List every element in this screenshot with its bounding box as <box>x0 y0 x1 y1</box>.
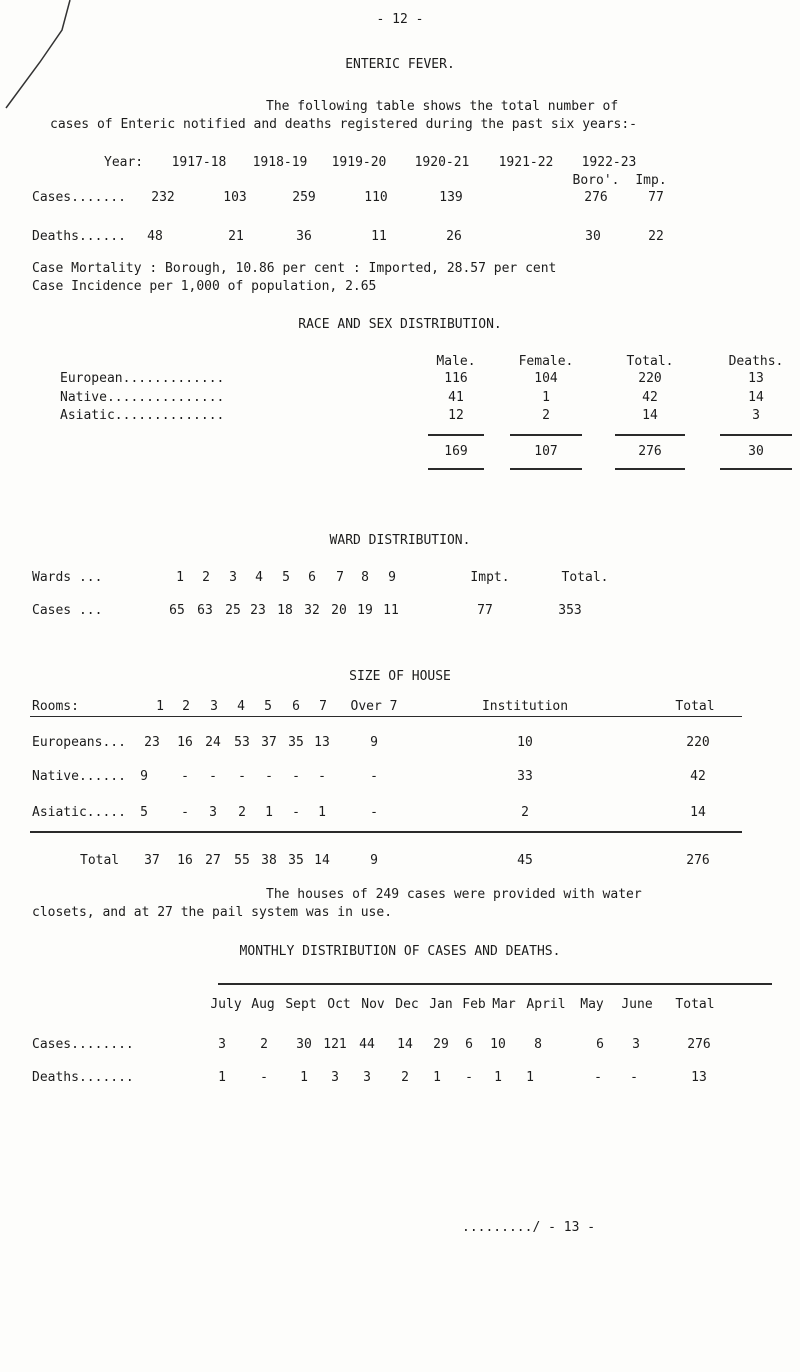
ward-number: 9 <box>388 570 396 585</box>
house-total-cell: 9 <box>370 853 378 868</box>
monthly-cases-cell: 276 <box>687 1037 711 1052</box>
cases-cell: 232 <box>151 190 175 205</box>
month-header: Sept <box>285 997 317 1012</box>
divider <box>428 434 484 436</box>
case-incidence: Case Incidence per 1,000 of population, 2.65 <box>32 279 377 294</box>
monthly-cases-cell: 3 <box>218 1037 226 1052</box>
house-cell: - <box>370 805 378 820</box>
house-cell: 9 <box>140 769 148 784</box>
house-cell: 2 <box>521 805 529 820</box>
monthly-deaths-cell: 1 <box>526 1070 534 1085</box>
monthly-deaths-cell: 1 <box>494 1070 502 1085</box>
divider <box>615 468 685 470</box>
page-number: - 12 - <box>376 12 424 27</box>
cases-cell: 139 <box>439 190 463 205</box>
house-total-cell: 38 <box>261 853 277 868</box>
rooms-label: Rooms: <box>32 699 79 714</box>
divider <box>30 831 742 833</box>
house-row-label: Native...... <box>32 769 126 784</box>
ward-cases-cell: 32 <box>304 603 320 618</box>
divider <box>510 468 582 470</box>
race-cell: 14 <box>748 390 764 405</box>
race-total: 169 <box>444 444 468 459</box>
house-cell: 42 <box>690 769 706 784</box>
rooms-header: 5 <box>264 699 272 714</box>
house-cell: 3 <box>209 805 217 820</box>
house-cell: 35 <box>288 735 304 750</box>
intro-line-1: The following table shows the total number of <box>266 99 619 114</box>
house-total-cell: 45 <box>517 853 533 868</box>
ward-number: 4 <box>255 570 263 585</box>
monthly-deaths-cell: - <box>260 1070 268 1085</box>
ward-cases-cell: 18 <box>277 603 293 618</box>
page-title: ENTERIC FEVER. <box>345 57 455 72</box>
deaths-cell: 48 <box>147 229 163 244</box>
catchword: ........./ - 13 - <box>462 1220 596 1235</box>
month-header: May <box>580 997 604 1012</box>
ward-number: 3 <box>229 570 237 585</box>
ward-cases-cell: 25 <box>225 603 241 618</box>
month-header: Aug <box>251 997 275 1012</box>
house-cell: - <box>181 769 189 784</box>
divider <box>218 983 772 985</box>
ward-cases-cell: 65 <box>169 603 185 618</box>
cases-cell: 110 <box>364 190 388 205</box>
cases-cell: 77 <box>648 190 664 205</box>
house-cell: 13 <box>314 735 330 750</box>
divider <box>510 434 582 436</box>
house-cell: 14 <box>690 805 706 820</box>
house-row-label: Europeans... <box>32 735 126 750</box>
house-cell: 37 <box>261 735 277 750</box>
monthly-deaths-cell: 1 <box>300 1070 308 1085</box>
house-total-cell: 16 <box>177 853 193 868</box>
ward-title: WARD DISTRIBUTION. <box>329 533 471 548</box>
race-cell: 2 <box>542 408 550 423</box>
deaths-cell: 22 <box>648 229 664 244</box>
divider <box>720 468 792 470</box>
house-cell: - <box>209 769 217 784</box>
monthly-deaths-cell: - <box>630 1070 638 1085</box>
house-cell: - <box>265 769 273 784</box>
deaths-cell: 36 <box>296 229 312 244</box>
race-cell: 42 <box>642 390 658 405</box>
race-cell: 116 <box>444 371 468 386</box>
ward-total-header: Total. <box>561 570 609 585</box>
divider <box>615 434 685 436</box>
rooms-header: 4 <box>237 699 245 714</box>
year-cell: 1917-18 <box>171 155 227 170</box>
race-cell: 14 <box>642 408 658 423</box>
ward-number: 5 <box>282 570 290 585</box>
divider <box>720 434 792 436</box>
intro-line-2: cases of Enteric notified and deaths registered during the past six years:- <box>50 117 637 132</box>
ward-cases-cell: 19 <box>357 603 373 618</box>
month-header: July <box>210 997 242 1012</box>
year-cell: 1920-21 <box>414 155 470 170</box>
month-header: Dec <box>395 997 419 1012</box>
house-title: SIZE OF HOUSE <box>349 669 451 684</box>
house-row-label: Asiatic..... <box>32 805 126 820</box>
ward-cases-cell: 23 <box>250 603 266 618</box>
house-cell: 9 <box>370 735 378 750</box>
monthly-deaths-cell: 2 <box>401 1070 409 1085</box>
monthly-deaths-label: Deaths....... <box>32 1070 134 1085</box>
house-cell: - <box>238 769 246 784</box>
month-header: Nov <box>361 997 385 1012</box>
deaths-cell: 21 <box>228 229 244 244</box>
deaths-label: Deaths...... <box>32 229 126 244</box>
house-cell: 220 <box>686 735 710 750</box>
race-cell: 1 <box>542 390 550 405</box>
house-cell: 24 <box>205 735 221 750</box>
monthly-cases-cell: 10 <box>490 1037 506 1052</box>
subhead-borough: Boro'. <box>572 173 620 188</box>
ward-number: 2 <box>202 570 210 585</box>
race-cell: 13 <box>748 371 764 386</box>
cases-label: Cases....... <box>32 190 126 205</box>
year-cell: 1921-22 <box>498 155 554 170</box>
race-cell: 220 <box>638 371 662 386</box>
monthly-deaths-cell: 13 <box>691 1070 707 1085</box>
rooms-header: 3 <box>210 699 218 714</box>
house-cell: 10 <box>517 735 533 750</box>
race-total: 30 <box>748 444 764 459</box>
house-total-cell: 276 <box>686 853 710 868</box>
race-total: 107 <box>534 444 558 459</box>
margin-fold-line <box>0 0 90 110</box>
race-cell: 41 <box>448 390 464 405</box>
month-header: April <box>526 997 566 1012</box>
monthly-cases-cell: 3 <box>632 1037 640 1052</box>
closets-line-2: closets, and at 27 the pail system was in use. <box>32 905 393 920</box>
race-cell: 104 <box>534 371 558 386</box>
month-header: Jan <box>429 997 453 1012</box>
rooms-header: 1 <box>156 699 164 714</box>
race-header: Female. <box>518 354 574 369</box>
house-cell: 2 <box>238 805 246 820</box>
rooms-header: Total <box>675 699 715 714</box>
race-row-label: Asiatic.............. <box>60 408 225 423</box>
monthly-cases-cell: 121 <box>323 1037 347 1052</box>
ward-cases-cell: 77 <box>477 603 493 618</box>
deaths-cell: 26 <box>446 229 462 244</box>
monthly-cases-cell: 30 <box>296 1037 312 1052</box>
month-header: Oct <box>327 997 351 1012</box>
ward-number: 1 <box>176 570 184 585</box>
rooms-header: Institution <box>481 699 569 714</box>
ward-cases-cell: 20 <box>331 603 347 618</box>
monthly-cases-cell: 29 <box>433 1037 449 1052</box>
monthly-deaths-cell: 3 <box>331 1070 339 1085</box>
cases-cell: 259 <box>292 190 316 205</box>
cases-cell: 276 <box>584 190 608 205</box>
ward-number: 6 <box>308 570 316 585</box>
month-header: Feb <box>462 997 486 1012</box>
monthly-deaths-cell: - <box>594 1070 602 1085</box>
house-total-cell: 35 <box>288 853 304 868</box>
house-cell: 1 <box>265 805 273 820</box>
house-cell: - <box>292 805 300 820</box>
monthly-cases-cell: 14 <box>397 1037 413 1052</box>
house-cell: 1 <box>318 805 326 820</box>
year-cell: 1922-23 <box>581 155 637 170</box>
divider <box>30 716 742 717</box>
month-header: Total <box>675 997 715 1012</box>
house-cell: - <box>318 769 326 784</box>
ward-number: 8 <box>361 570 369 585</box>
race-cell: 12 <box>448 408 464 423</box>
ward-cases-label: Cases ... <box>32 603 103 618</box>
closets-line-1: The houses of 249 cases were provided with water <box>266 887 642 902</box>
house-cell: 23 <box>144 735 160 750</box>
monthly-cases-cell: 6 <box>596 1037 604 1052</box>
year-cell: 1919-20 <box>331 155 387 170</box>
house-cell: 53 <box>234 735 250 750</box>
ward-number: 7 <box>336 570 344 585</box>
rooms-header: Over 7 <box>350 699 398 714</box>
monthly-cases-cell: 2 <box>260 1037 268 1052</box>
subhead-imported: Imp. <box>635 173 667 188</box>
rooms-header: 2 <box>182 699 190 714</box>
house-cell: - <box>181 805 189 820</box>
month-header: June <box>621 997 653 1012</box>
race-cell: 3 <box>752 408 760 423</box>
wards-label: Wards ... <box>32 570 103 585</box>
house-total-cell: 27 <box>205 853 221 868</box>
case-mortality: Case Mortality : Borough, 10.86 per cent : Imported, 28.57 per cent <box>32 261 557 276</box>
house-cell: 33 <box>517 769 533 784</box>
cases-cell: 103 <box>223 190 247 205</box>
ward-cases-cell: 63 <box>197 603 213 618</box>
house-total-label: Total <box>80 853 120 868</box>
monthly-cases-cell: 6 <box>465 1037 473 1052</box>
race-header: Deaths. <box>728 354 784 369</box>
monthly-deaths-cell: 3 <box>363 1070 371 1085</box>
monthly-deaths-cell: - <box>465 1070 473 1085</box>
rooms-header: 7 <box>319 699 327 714</box>
race-row-label: European............. <box>60 371 225 386</box>
race-header: Total. <box>626 354 674 369</box>
monthly-cases-cell: 8 <box>534 1037 542 1052</box>
divider <box>428 468 484 470</box>
year-cell: 1918-19 <box>252 155 308 170</box>
ward-cases-cell: 353 <box>558 603 582 618</box>
house-cell: 5 <box>140 805 148 820</box>
house-total-cell: 37 <box>144 853 160 868</box>
month-header: Mar <box>492 997 516 1012</box>
race-row-label: Native............... <box>60 390 225 405</box>
monthly-cases-cell: 44 <box>359 1037 375 1052</box>
house-cell: - <box>292 769 300 784</box>
house-total-cell: 55 <box>234 853 250 868</box>
monthly-deaths-cell: 1 <box>433 1070 441 1085</box>
deaths-cell: 30 <box>585 229 601 244</box>
ward-cases-cell: 11 <box>383 603 399 618</box>
house-cell: 16 <box>177 735 193 750</box>
year-label: Year: <box>104 155 144 170</box>
monthly-title: MONTHLY DISTRIBUTION OF CASES AND DEATHS. <box>239 944 561 959</box>
house-cell: - <box>370 769 378 784</box>
race-header: Male. <box>436 354 476 369</box>
house-total-cell: 14 <box>314 853 330 868</box>
rooms-header: 6 <box>292 699 300 714</box>
race-total: 276 <box>638 444 662 459</box>
race-sex-title: RACE AND SEX DISTRIBUTION. <box>298 317 502 332</box>
monthly-cases-label: Cases........ <box>32 1037 134 1052</box>
deaths-cell: 11 <box>371 229 387 244</box>
monthly-deaths-cell: 1 <box>218 1070 226 1085</box>
ward-imported-header: Impt. <box>470 570 510 585</box>
